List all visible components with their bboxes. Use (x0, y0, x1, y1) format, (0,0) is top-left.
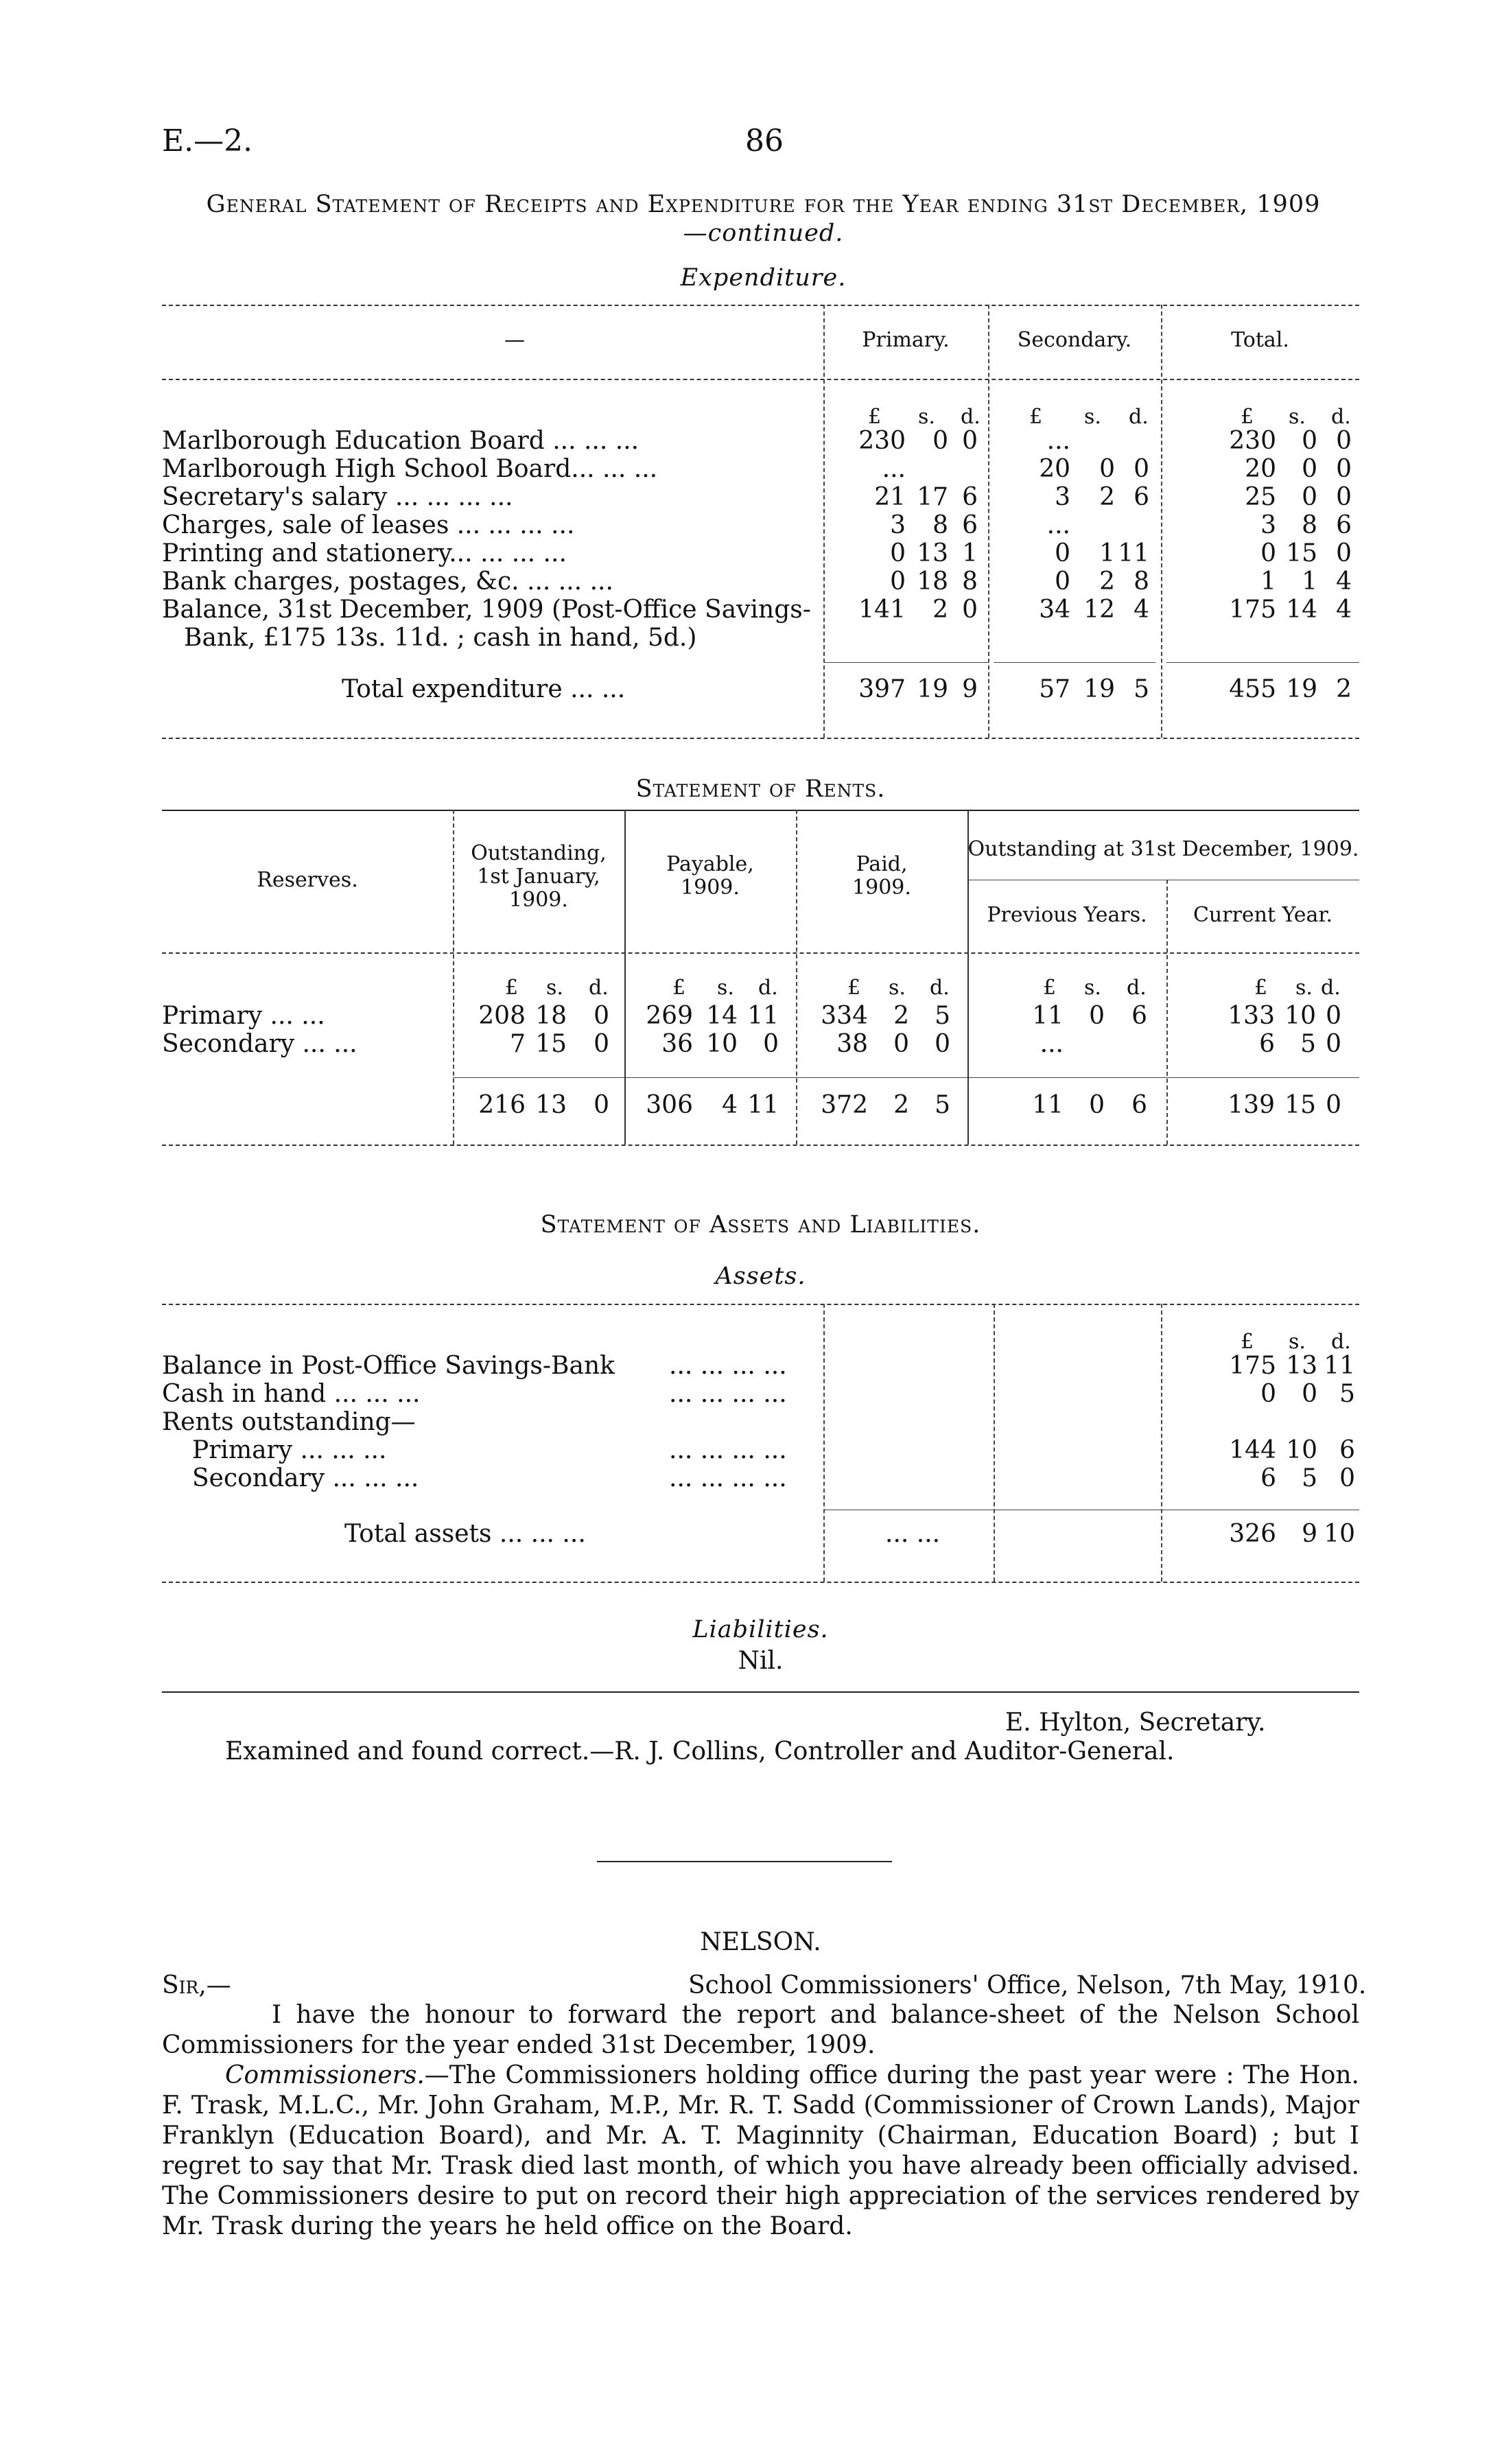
previous-years-value-pounds: 11 (1032, 1002, 1064, 1030)
outstanding-value-shillings: 18 (535, 1002, 567, 1030)
leader-dots: ... ... ... ... (669, 1380, 787, 1408)
secondary-value-pounds: ... (1046, 427, 1070, 455)
column-header-outstanding-end: Outstanding at 31st December, 1909. (967, 837, 1359, 861)
primary-value-pounds: 0 (890, 567, 906, 596)
previous-years-value-pence: 6 (1131, 1002, 1147, 1030)
total-value-shillings: 0 (1302, 483, 1317, 511)
assets-liabilities-title: Statement of Assets and Liabilities. (540, 1211, 981, 1239)
nelson-heading: NELSON. (700, 1928, 821, 1956)
sender-address: School Commissioners' Office, Nelson, 7th May, 1910. (688, 1971, 1367, 1999)
secondary-value-pence: 8 (1134, 567, 1149, 596)
total-value-shillings: 15 (1286, 539, 1317, 567)
primary-value-pence: 8 (962, 567, 978, 596)
paid-total-shillings: 2 (893, 1091, 909, 1119)
column-header-payable-l2: 1909. (681, 876, 740, 900)
current-year-value-pounds: 133 (1228, 1002, 1275, 1030)
total-value-pounds: 1 (1260, 567, 1276, 596)
total-value-shillings: 14 (1286, 596, 1317, 624)
secondary-value-pounds: 20 (1039, 455, 1070, 483)
liabilities-value: Nil. (738, 1647, 784, 1675)
paid-value-pounds: 38 (836, 1030, 868, 1058)
leader-dots: ... ... ... ... (669, 1352, 787, 1380)
asset-value-pounds: 6 (1260, 1464, 1276, 1492)
column-header-payable-l1: Payable, (666, 852, 754, 876)
primary-value-pounds: ... (882, 455, 906, 483)
unit-pence: d. (1331, 1330, 1351, 1354)
outstanding-total-pounds: 216 (478, 1091, 526, 1119)
paid-value-shillings: 0 (893, 1030, 909, 1058)
total-value-pounds: 25 (1245, 483, 1276, 511)
expenditure-row-label: Charges, sale of leases ... ... ... ... (162, 511, 575, 539)
total-value-pounds: 0 (1260, 539, 1276, 567)
asset-value-pounds: 0 (1260, 1380, 1276, 1408)
column-header-blank: — (504, 328, 525, 352)
total-assets-label: Total assets ... ... ... (344, 1520, 586, 1548)
total-assets-value-pence: 10 (1324, 1520, 1355, 1548)
document-reference: E.—2. (162, 124, 253, 159)
total-rule (453, 1077, 967, 1078)
column-header-reserves: Reserves. (257, 868, 358, 892)
total-value-pence: 0 (1336, 539, 1352, 567)
outstanding-total-pence: 0 (594, 1091, 609, 1119)
primary-value-shillings: 18 (917, 567, 948, 596)
unit-shillings: s. (889, 976, 906, 1000)
outstanding-value-pence: 0 (594, 1002, 609, 1030)
unit-shillings: s. (1289, 1330, 1306, 1354)
asset-value-shillings: 0 (1302, 1380, 1317, 1408)
unit-shillings: s. (1084, 976, 1101, 1000)
column-divider (823, 305, 825, 738)
total-value-shillings: 0 (1302, 427, 1317, 455)
current-year-total-pounds: 139 (1228, 1091, 1275, 1119)
unit-shillings: s. (1289, 405, 1306, 429)
previous-years-value-pounds: ... (1040, 1030, 1064, 1058)
unit-pounds: £ (1241, 1330, 1254, 1354)
table-rule (162, 1691, 1359, 1693)
column-divider (994, 1304, 995, 1582)
asset-value-shillings: 10 (1286, 1436, 1317, 1464)
assets-row-label: Balance in Post-Office Savings-Bank (162, 1352, 615, 1380)
unit-pounds: £ (672, 976, 686, 1000)
unit-pence: d. (1127, 976, 1147, 1000)
column-header-outstanding-l3: 1909. (509, 888, 568, 912)
leader-dots: ... ... (885, 1520, 941, 1548)
secondary-value-pounds: 34 (1039, 596, 1070, 624)
unit-shillings: s. (918, 405, 935, 429)
total-rule (994, 662, 1155, 663)
asset-value-pence: 5 (1339, 1380, 1355, 1408)
previous-years-value-shillings: 0 (1089, 1002, 1105, 1030)
expenditure-row-label: Printing and stationery... ... ... ... (162, 539, 567, 567)
column-header-current-year: Current Year. (1193, 903, 1333, 927)
primary-value-pence: 6 (962, 511, 978, 539)
general-statement-title: General Statement of Receipts and Expenditure for the Year ending 31st December, 1909 (206, 191, 1321, 218)
general-statement-continued: —continued. (683, 220, 844, 247)
paid-total-pounds: 372 (821, 1091, 868, 1119)
table-rule (162, 738, 1359, 739)
column-header-primary: Primary. (862, 328, 950, 352)
table-rule (162, 810, 1359, 811)
asset-value-pounds: 144 (1229, 1436, 1276, 1464)
primary-value-shillings: 8 (932, 511, 948, 539)
column-header-paid-l2: 1909. (852, 876, 911, 900)
leader-dots: ... ... ... ... (669, 1464, 787, 1492)
salutation: Sir,— (162, 1971, 231, 1999)
current-year-value-pence: 0 (1326, 1030, 1341, 1058)
current-year-value-shillings: 10 (1284, 1002, 1316, 1030)
outstanding-value-shillings: 15 (535, 1030, 567, 1058)
secondary-value-shillings: 12 (1083, 596, 1115, 624)
total-rule (823, 662, 988, 663)
unit-pounds: £ (1241, 405, 1254, 429)
primary-value-pence: 0 (962, 427, 978, 455)
column-divider (823, 1304, 825, 1582)
paid-total-pence: 5 (935, 1091, 950, 1119)
assets-row-label: Cash in hand ... ... ... (162, 1380, 421, 1408)
unit-pence: d. (1331, 405, 1351, 429)
expenditure-row-label: Marlborough Education Board ... ... ... (162, 427, 639, 455)
asset-value-pence: 11 (1324, 1352, 1355, 1380)
unit-pounds: £ (1029, 405, 1043, 429)
payable-value-pence: 0 (763, 1030, 779, 1058)
primary-value-shillings: 13 (917, 539, 948, 567)
secondary-value-pounds: 3 (1055, 483, 1070, 511)
total-rule (967, 1077, 1359, 1078)
primary-total-pence: 9 (962, 675, 978, 703)
expenditure-subtitle: Expenditure. (680, 264, 847, 292)
unit-pence: d. (930, 976, 950, 1000)
primary-value-pence: 0 (962, 596, 978, 624)
assets-row-label: Primary ... ... ... (192, 1436, 387, 1464)
rents-row-label: Secondary ... ... (162, 1030, 357, 1058)
unit-shillings: s. (1295, 976, 1313, 1000)
secondary-total-pounds: 57 (1039, 675, 1070, 703)
total-value-pence: 0 (1336, 483, 1352, 511)
unit-shillings: s. (717, 976, 734, 1000)
primary-total-shillings: 19 (917, 675, 948, 703)
total-value-pounds: 175 (1229, 596, 1276, 624)
total-value-pence: 4 (1336, 596, 1352, 624)
total-value-shillings: 0 (1302, 455, 1317, 483)
commissioners-lead: Commissioners. (225, 2061, 425, 2089)
secondary-value-pence: 6 (1134, 483, 1149, 511)
primary-value-pounds: 3 (890, 511, 906, 539)
secondary-value-pence: 11 (1118, 539, 1149, 567)
secondary-total-pence: 5 (1134, 675, 1149, 703)
asset-value-shillings: 13 (1286, 1352, 1317, 1380)
payable-total-pence: 11 (747, 1091, 779, 1119)
assets-row-label: Secondary ... ... ... (192, 1464, 419, 1492)
secondary-value-pounds: 0 (1055, 567, 1070, 596)
column-header-outstanding-l2: 1st January, (477, 865, 600, 889)
previous-years-total-pounds: 11 (1032, 1091, 1064, 1119)
expenditure-row-label: Balance, 31st December, 1909 (Post-Office Savings- (162, 596, 811, 624)
secondary-total-shillings: 19 (1083, 675, 1115, 703)
secondary-value-shillings: 2 (1099, 567, 1115, 596)
total-value-shillings: 8 (1302, 511, 1317, 539)
letter-paragraph-1: I have the honour to forward the report and balance-sheet of the Nelson School Commissioners for the year ended 31st December, 1909. (162, 2001, 1359, 2059)
asset-value-shillings: 5 (1302, 1464, 1317, 1492)
primary-value-pounds: 21 (874, 483, 906, 511)
previous-years-total-pence: 6 (1131, 1091, 1147, 1119)
payable-total-shillings: 4 (722, 1091, 738, 1119)
liabilities-subtitle: Liabilities. (692, 1616, 829, 1643)
unit-pence: d. (589, 976, 609, 1000)
table-rule (162, 1582, 1359, 1583)
auditor-statement: Examined and found correct.—R. J. Collins, Controller and Auditor-General. (225, 1737, 1175, 1765)
total-value-pence: 6 (1336, 511, 1352, 539)
grand-total-pence: 2 (1336, 675, 1352, 703)
payable-value-pence: 11 (747, 1002, 779, 1030)
outstanding-value-pounds: 7 (510, 1030, 526, 1058)
assets-subtitle: Assets. (715, 1263, 806, 1290)
secondary-value-pounds: 0 (1055, 539, 1070, 567)
primary-value-pence: 1 (962, 539, 978, 567)
primary-value-pence: 6 (962, 483, 978, 511)
primary-value-pounds: 230 (858, 427, 906, 455)
grand-total-pounds: 455 (1229, 675, 1276, 703)
current-year-value-pence: 0 (1326, 1002, 1341, 1030)
total-value-pence: 4 (1336, 567, 1352, 596)
total-rule (1166, 662, 1359, 663)
unit-pounds: £ (1254, 976, 1268, 1000)
previous-years-total-shillings: 0 (1089, 1091, 1105, 1119)
secondary-value-shillings: 1 (1099, 539, 1115, 567)
expenditure-row-label: Secretary's salary ... ... ... ... (162, 483, 513, 511)
secretary-signature: E. Hylton, Secretary. (1005, 1709, 1266, 1737)
secondary-value-pence: 0 (1134, 455, 1149, 483)
expenditure-row-label: Bank charges, postages, &c. ... ... ... (162, 567, 613, 596)
total-value-pence: 0 (1336, 455, 1352, 483)
table-rule (162, 952, 1359, 954)
table-rule (162, 379, 1359, 380)
leader-dots: ... ... ... ... (669, 1436, 787, 1464)
secondary-value-shillings: 2 (1099, 483, 1115, 511)
expenditure-row-label-continued: Bank, £175 13s. 11d. ; cash in hand, 5d.) (184, 624, 697, 652)
current-year-value-pounds: 6 (1259, 1030, 1275, 1058)
table-rule (162, 1304, 1359, 1305)
unit-pounds: £ (1043, 976, 1057, 1000)
column-divider (988, 305, 989, 738)
unit-pence: d. (961, 405, 981, 429)
asset-value-pounds: 175 (1229, 1352, 1276, 1380)
asset-value-pence: 0 (1339, 1464, 1355, 1492)
primary-value-shillings: 2 (932, 596, 948, 624)
payable-total-pounds: 306 (646, 1091, 693, 1119)
unit-pence: d. (758, 976, 778, 1000)
page-number: 86 (745, 124, 784, 159)
total-value-pounds: 230 (1229, 427, 1276, 455)
unit-pence: d. (1129, 405, 1149, 429)
outstanding-total-shillings: 13 (535, 1091, 567, 1119)
table-rule (162, 1145, 1359, 1146)
expenditure-row-label: Marlborough High School Board... ... ... (162, 455, 658, 483)
total-expenditure-label: Total expenditure ... ... (342, 675, 626, 703)
assets-row-label: Rents outstanding— (162, 1408, 416, 1436)
paid-value-pence: 5 (935, 1002, 950, 1030)
column-divider (1161, 305, 1162, 738)
total-assets-value-pounds: 326 (1229, 1520, 1276, 1548)
grand-total-shillings: 19 (1286, 675, 1317, 703)
secondary-value-pounds: ... (1046, 511, 1070, 539)
outstanding-value-pounds: 208 (478, 1002, 526, 1030)
unit-pounds: £ (505, 976, 519, 1000)
asset-value-pence: 6 (1339, 1436, 1355, 1464)
outstanding-value-pence: 0 (594, 1030, 609, 1058)
column-header-previous-years: Previous Years. (987, 903, 1147, 927)
primary-total-pounds: 397 (858, 675, 906, 703)
current-year-total-pence: 0 (1326, 1091, 1341, 1119)
column-header-total: Total. (1231, 328, 1289, 352)
primary-value-shillings: 0 (932, 427, 948, 455)
paid-value-pounds: 334 (821, 1002, 868, 1030)
total-value-shillings: 1 (1302, 567, 1317, 596)
payable-value-shillings: 14 (706, 1002, 738, 1030)
letter-paragraph-2 (162, 2061, 1359, 2242)
column-header-outstanding-l1: Outstanding, (471, 841, 607, 865)
primary-value-pounds: 0 (890, 539, 906, 567)
column-header-paid-l1: Paid, (856, 852, 908, 876)
payable-value-shillings: 10 (706, 1030, 738, 1058)
unit-pounds: £ (868, 405, 882, 429)
section-divider (597, 1861, 892, 1862)
paid-value-shillings: 2 (893, 1002, 909, 1030)
primary-value-pounds: 141 (858, 596, 906, 624)
commissioners-text: —The Commissioners holding office during the past year were : The Hon. F. Trask, M.L.C., Mr. John Graham, M.P., Mr. R. T. Sadd (Commissioner of Crown Lands), Major Franklyn (Education Board), and Mr. A. T. Maginnity (Chairman, Education Board) ; but I regret to say that Mr. Trask died last month, of which you have already been officially advised. The Commissioners desire to put on record their high appreciation of the services rendered by Mr. Trask during the years he held office on the Board. (162, 2061, 1359, 2240)
primary-value-shillings: 17 (917, 483, 948, 511)
secondary-value-pence: 4 (1134, 596, 1149, 624)
rents-row-label: Primary ... ... (162, 1002, 325, 1030)
unit-shillings: s. (546, 976, 563, 1000)
column-header-secondary: Secondary. (1017, 328, 1132, 352)
total-value-pence: 0 (1336, 427, 1352, 455)
rents-title: Statement of Rents. (635, 775, 886, 803)
unit-shillings: s. (1084, 405, 1101, 429)
payable-value-pounds: 269 (646, 1002, 693, 1030)
paid-value-pence: 0 (935, 1030, 950, 1058)
table-rule (162, 305, 1359, 306)
column-divider (1161, 1304, 1162, 1582)
total-assets-value-shillings: 9 (1302, 1520, 1317, 1548)
total-value-pounds: 3 (1260, 511, 1276, 539)
payable-value-pounds: 36 (661, 1030, 693, 1058)
total-value-pounds: 20 (1245, 455, 1276, 483)
current-year-total-shillings: 15 (1284, 1091, 1316, 1119)
current-year-value-shillings: 5 (1300, 1030, 1316, 1058)
secondary-value-shillings: 0 (1099, 455, 1115, 483)
unit-pounds: £ (847, 976, 861, 1000)
unit-pence: d. (1321, 976, 1341, 1000)
